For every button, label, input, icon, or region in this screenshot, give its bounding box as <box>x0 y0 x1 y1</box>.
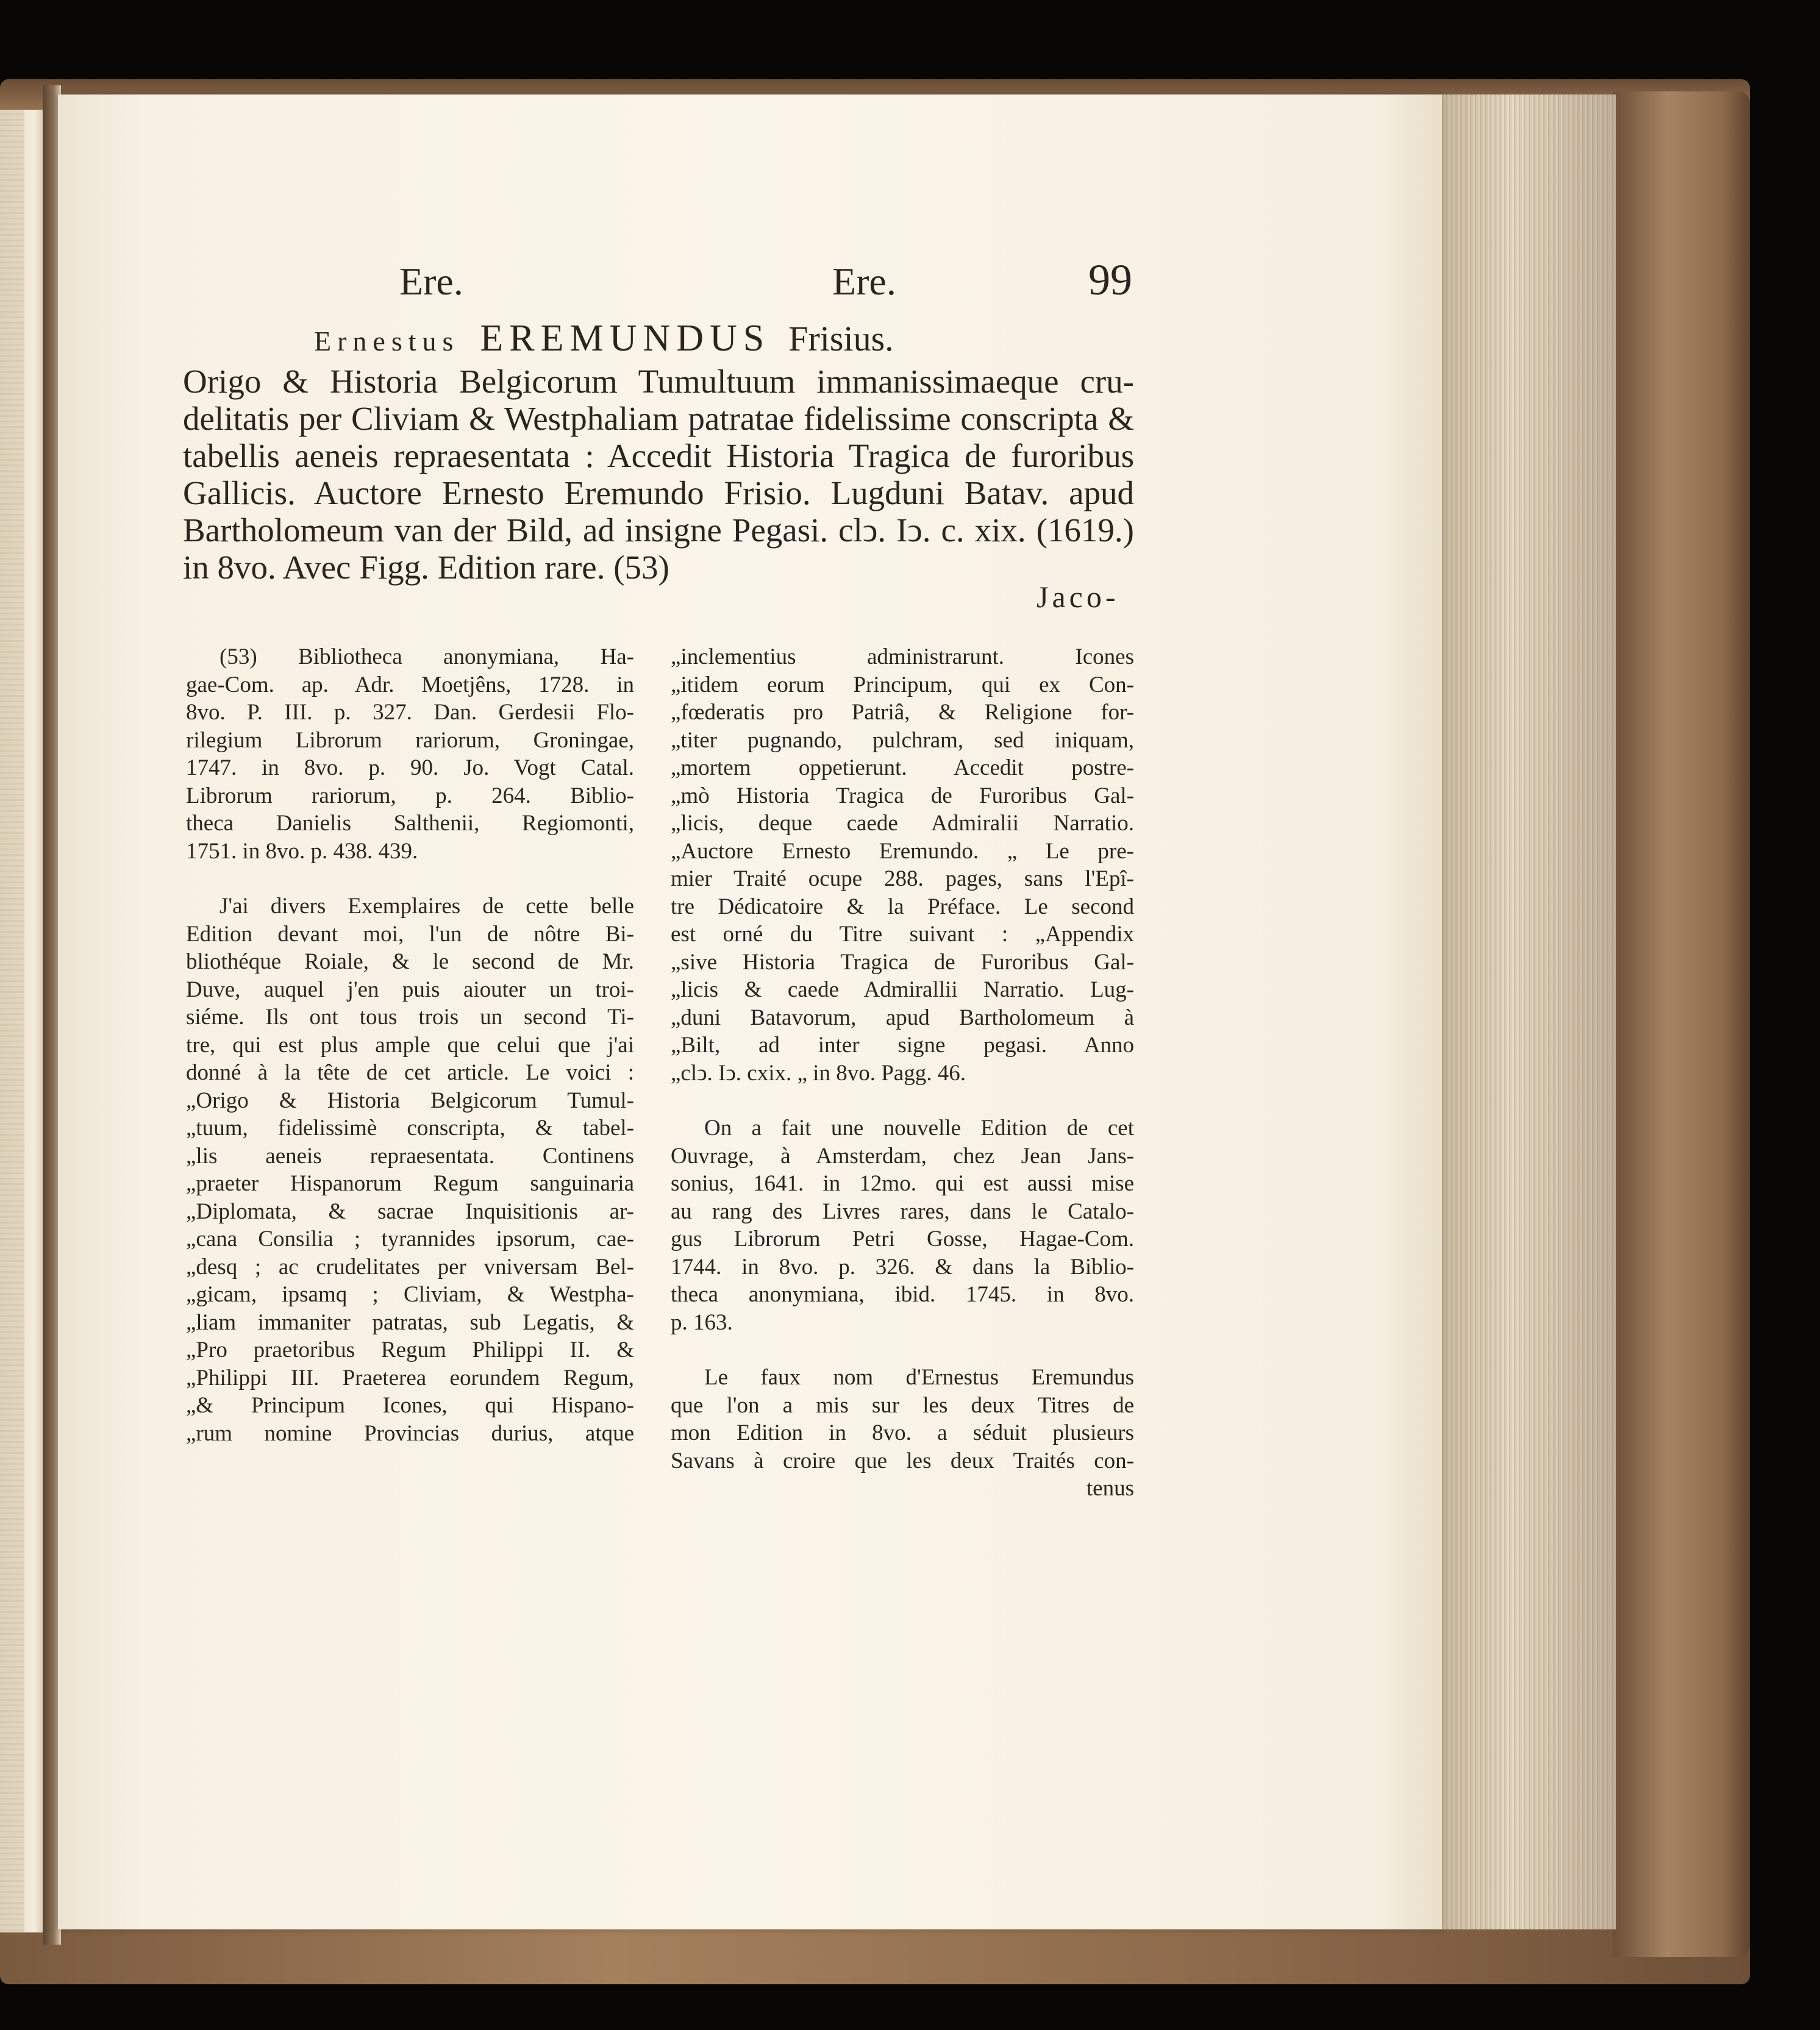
note-line: „fœderatis pro Patriâ, & Religione for- <box>671 700 1134 725</box>
note-line: „lis aeneis repraesentata. Continens <box>186 1143 634 1169</box>
note-line: „Auctore Ernesto Eremundo. „ Le pre- <box>671 838 1134 864</box>
author-suffix: Frisius. <box>788 319 894 358</box>
note-line: „tuum, fidelissimè conscripta, & tabel- <box>186 1116 634 1141</box>
entry-heading <box>314 317 894 360</box>
main-line: delitatis per Cliviam & Westphaliam patratae fidelissime conscripta & <box>183 400 1134 437</box>
note-line: „liam immaniter patratas, sub Legatis, & <box>186 1309 634 1335</box>
note-line: „mò Historia Tragica de Furoribus Gal- <box>671 783 1134 808</box>
page-fore-edge-shade <box>1439 94 1616 1929</box>
paragraph-gap <box>186 865 634 892</box>
note-line: J'ai divers Exemplaires de cette belle <box>219 894 634 919</box>
note-line: „Bilt, ad inter signe pegasi. Anno <box>671 1033 1134 1058</box>
note-line: „Philippi III. Praeterea eorundem Regum, <box>186 1365 634 1391</box>
note-line: gus Librorum Petri Gosse, Hagae-Com. <box>671 1227 1134 1252</box>
note-line: Duve, auquel j'en puis aiouter un troi- <box>186 977 634 1002</box>
note-line: „rum nomine Provincias durius, atque <box>186 1420 634 1446</box>
note-line: „praeter Hispanorum Regum sanguinaria <box>186 1171 634 1196</box>
note-line: 8vo. P. III. p. 327. Dan. Gerdesii Flo- <box>186 700 634 725</box>
note-line: „licis, deque caede Admiralii Narratio. <box>671 811 1134 836</box>
note-line: mon Edition in 8vo. a séduit plusieurs <box>671 1420 1134 1445</box>
note-line: „itidem eorum Principum, qui ex Con- <box>671 672 1134 697</box>
main-line: Origo & Historia Belgicorum Tumultuum immanissimaeque cru- <box>183 363 1134 400</box>
note-line: Librorum rariorum, p. 264. Biblio- <box>186 783 634 808</box>
page-number: 99 <box>1088 255 1132 304</box>
note-line: „mortem oppetierunt. Accedit postre- <box>671 755 1134 780</box>
paragraph-gap <box>671 1336 1134 1364</box>
left-page-edge <box>0 110 24 1932</box>
book-board-right <box>1613 91 1750 1957</box>
catchword-column: tenus <box>1086 1476 1134 1501</box>
note-line: mier Traité ocupe 288. pages, sans l'Epî- <box>671 866 1134 891</box>
paragraph-gap <box>671 1087 1134 1114</box>
note-line: „Pro praetoribus Regum Philippi II. & <box>186 1337 634 1362</box>
note-line: theca anonymiana, ibid. 1745. in 8vo. <box>671 1282 1134 1307</box>
note-line: „inclementius administrarunt. Icones <box>671 644 1134 669</box>
note-line: Savans à croire que les deux Traités con- <box>671 1448 1134 1473</box>
note-line: Ouvrage, à Amsterdam, chez Jean Jans- <box>671 1143 1134 1169</box>
note-line: 1751. in 8vo. p. 438. 439. <box>186 838 418 864</box>
note-line: „gicam, ipsamq ; Cliviam, & Westpha- <box>186 1282 634 1307</box>
note-line: Le faux nom d'Ernestus Eremundus <box>704 1365 1134 1390</box>
note-line: rilegium Librorum rariorum, Groningae, <box>186 727 634 753</box>
main-description <box>183 363 1134 586</box>
note-line: „& Principum Icones, qui Hispano- <box>186 1393 634 1418</box>
note-line: „Origo & Historia Belgicorum Tumul- <box>186 1088 634 1113</box>
note-line: „titer pugnando, pulchram, sed iniquam, <box>671 727 1134 753</box>
note-line: (53) Bibliotheca anonymiana, Ha- <box>219 644 634 669</box>
right-column <box>671 643 1134 1503</box>
note-line: „Diplomata, & sacrae Inquisitionis ar- <box>186 1198 634 1224</box>
note-line: „desq ; ac crudelitates per vniversam Bel- <box>186 1254 634 1280</box>
note-line: gae-Com. ap. Adr. Moetjêns, 1728. in <box>186 672 634 697</box>
note-line: sonius, 1641. in 12mo. qui est aussi mise <box>671 1171 1134 1196</box>
author-surname: EREMUNDUS <box>480 318 771 359</box>
note-line: On a fait une nouvelle Edition de cet <box>704 1116 1134 1141</box>
note-line: 1744. in 8vo. p. 326. & dans la Biblio- <box>671 1254 1134 1280</box>
note-line: 1747. in 8vo. p. 90. Jo. Vogt Catal. <box>186 755 634 780</box>
note-line: theca Danielis Salthenii, Regiomonti, <box>186 811 634 836</box>
running-head-center: Ere. <box>832 260 896 303</box>
author-first-name: Ernestus <box>314 326 460 357</box>
note-line: „cana Consilia ; tyrannides ipsorum, cae- <box>186 1227 634 1252</box>
note-line: Edition devant moi, l'un de nôtre Bi- <box>186 921 634 947</box>
catchword: Jaco- <box>1037 580 1119 614</box>
main-line: Gallicis. Auctore Ernesto Eremundo Frisio. Lugduni Batav. apud <box>183 474 1134 511</box>
note-line: donné à la tête de cet article. Le voici : <box>186 1060 634 1085</box>
note-line: „licis & caede Admirallii Narratio. Lug- <box>671 977 1134 1002</box>
note-line: „duni Batavorum, apud Bartholomeum à <box>671 1005 1134 1030</box>
main-line: Bartholomeum van der Bild, ad insigne Pegasi. clↄ. Iↄ. c. xix. (1619.) <box>183 511 1134 549</box>
note-line: est orné du Titre suivant : „Appendix <box>671 922 1134 947</box>
note-line: siéme. Ils ont tous trois un second Ti- <box>186 1005 634 1030</box>
main-line: tabellis aeneis repraesentata : Accedit Historia Tragica de furoribus <box>183 437 1134 474</box>
note-line: p. 163. <box>671 1309 733 1335</box>
note-line: au rang des Livres rares, dans le Catalo- <box>671 1198 1134 1224</box>
note-line: que l'on a mis sur les deux Titres de <box>671 1392 1134 1418</box>
left-column <box>186 643 634 1447</box>
note-line: „sive Historia Tragica de Furoribus Gal- <box>671 949 1134 975</box>
note-line: „clↄ. Iↄ. cxix. „ in 8vo. Pagg. 46. <box>671 1060 966 1086</box>
running-head-left: Ere. <box>399 260 463 303</box>
note-line: tre, qui est plus ample que celui que j'ai <box>186 1032 634 1058</box>
note-line: tre Dédicatoire & la Préface. Le second <box>671 894 1134 919</box>
main-line: in 8vo. Avec Figg. Edition rare. (53) <box>183 549 669 586</box>
note-line: bliothéque Roiale, & le second de Mr. <box>186 949 634 974</box>
